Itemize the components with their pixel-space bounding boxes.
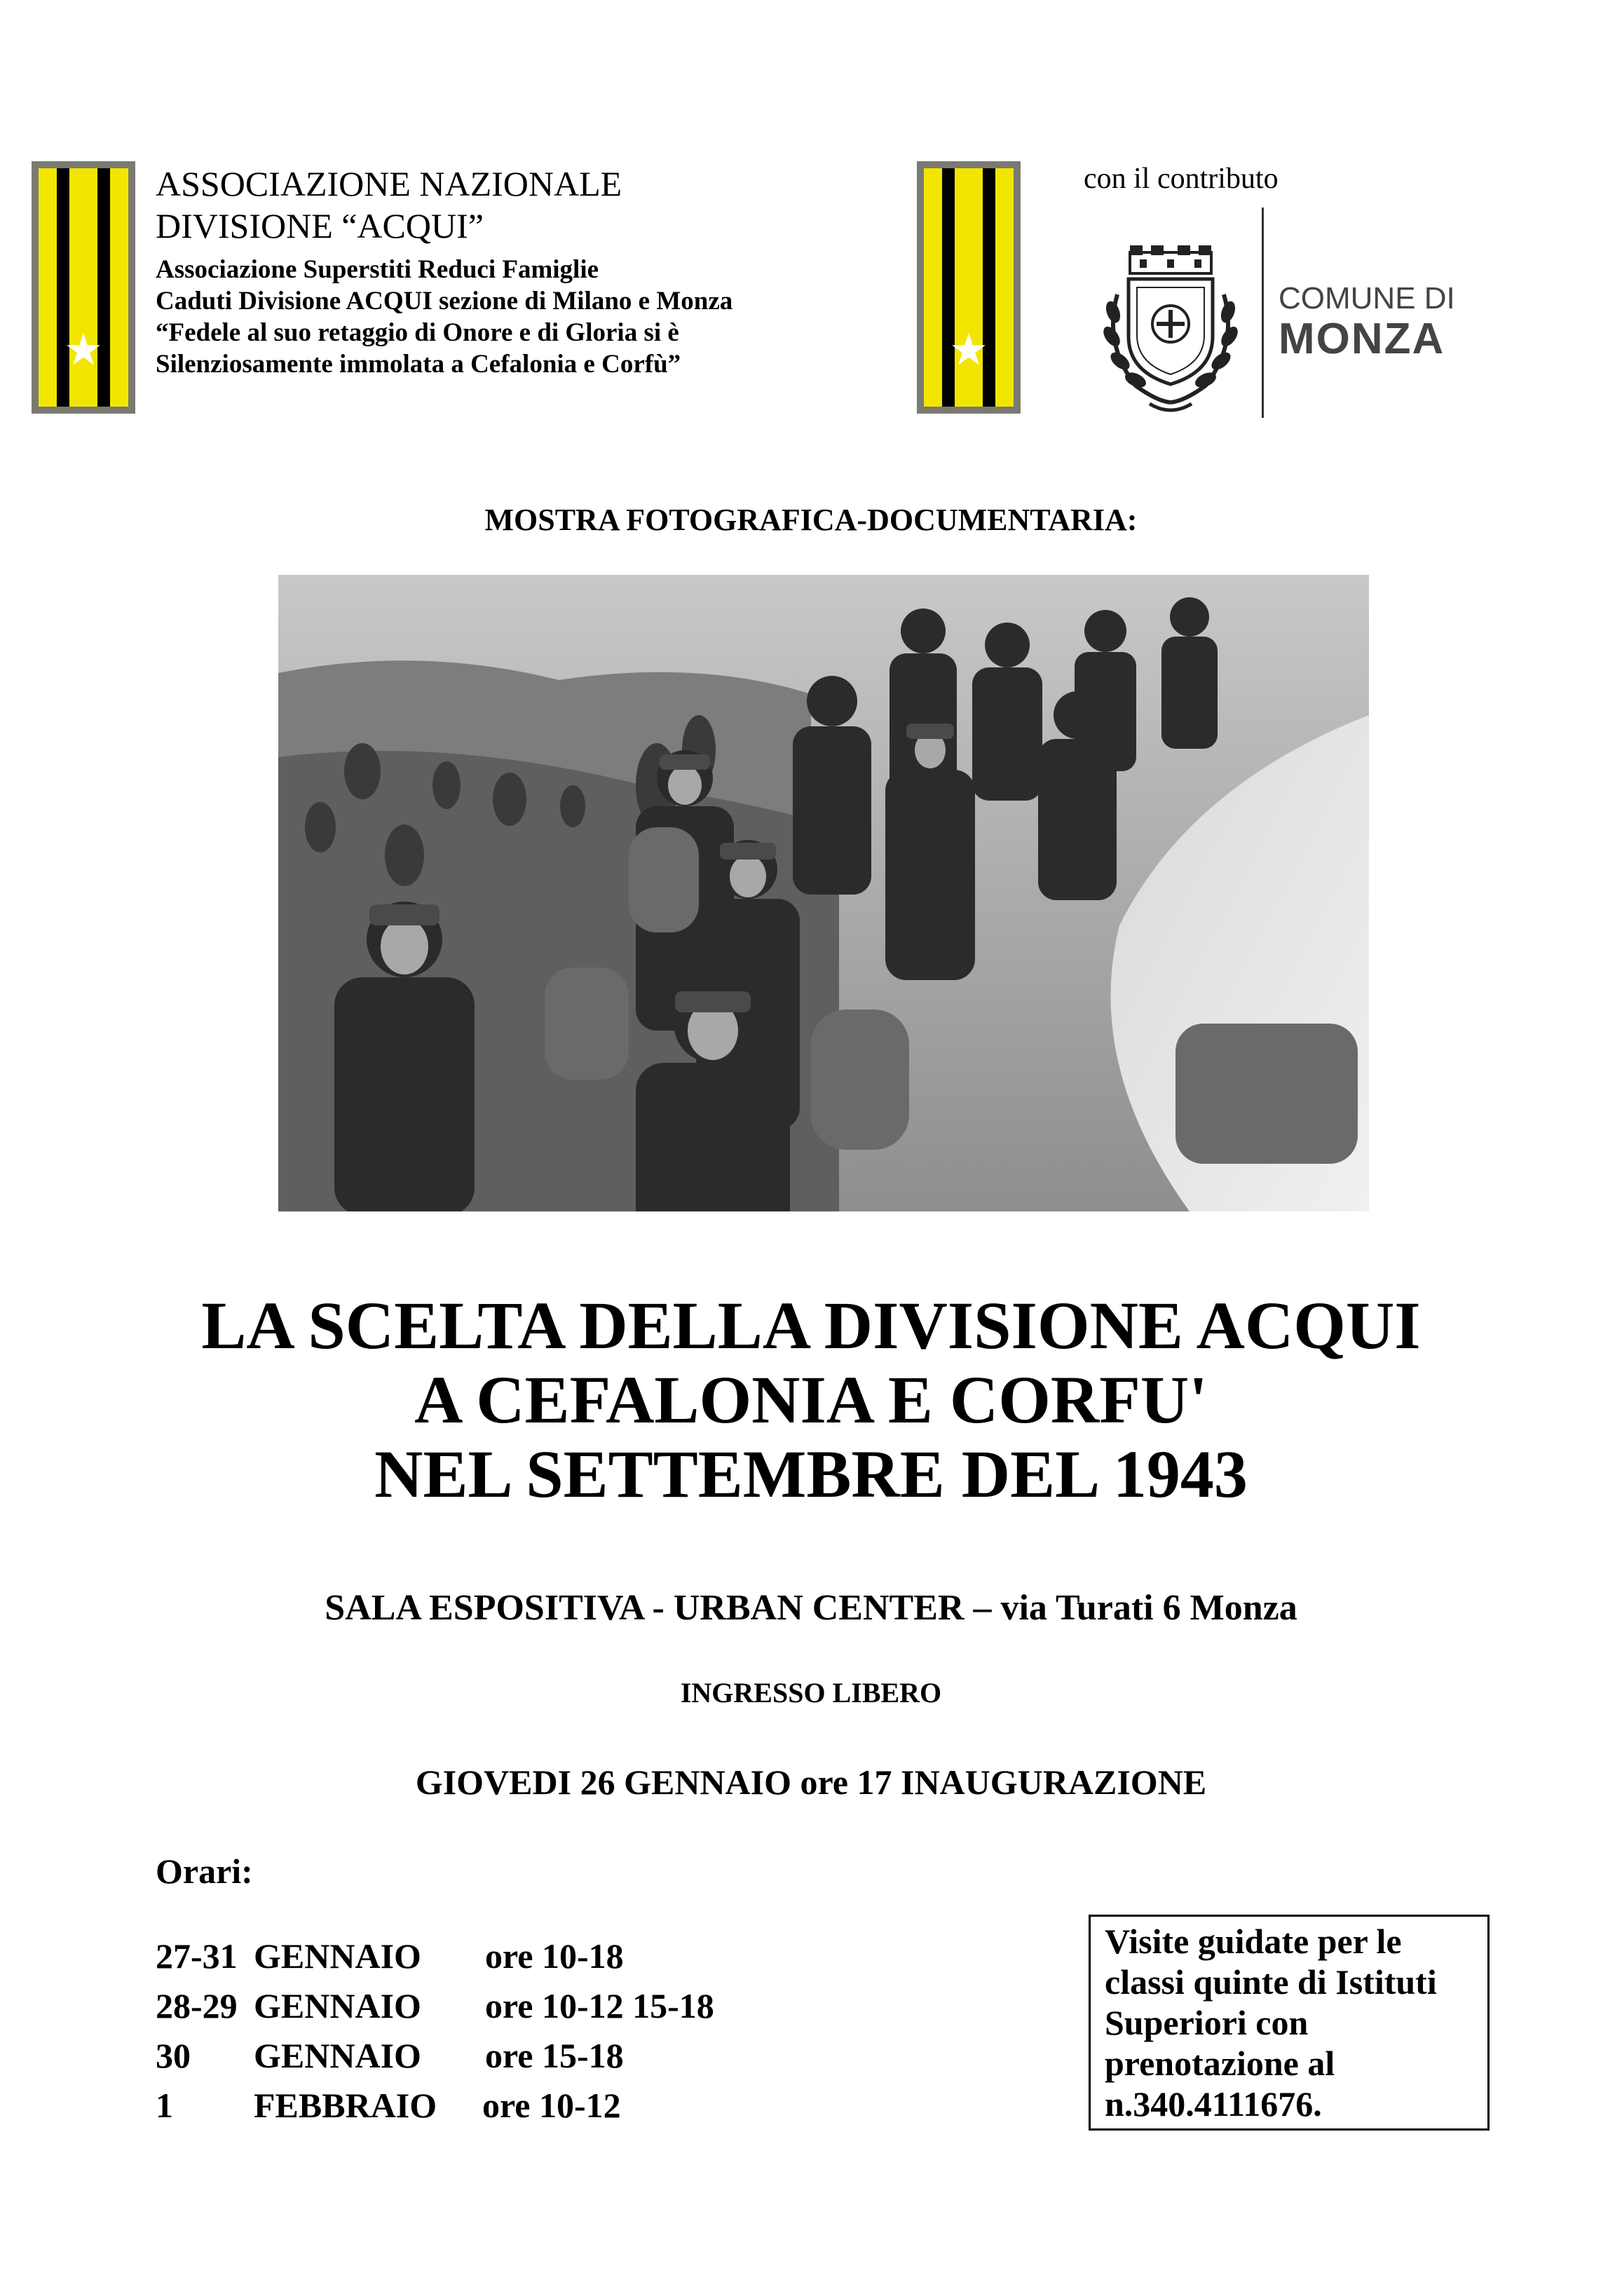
visits-line: classi quinte di Istituti <box>1105 1962 1437 2002</box>
comune-di-monza-logo <box>1279 280 1455 362</box>
schedule-days: 30 <box>156 2036 191 2075</box>
association-name-line2: DIVISIONE “ACQUI” <box>156 206 484 245</box>
visits-phone: n.340.4111676. <box>1105 2084 1322 2124</box>
soldiers-marching-photo <box>278 575 1369 1211</box>
division-insignia-left <box>32 161 135 414</box>
comune-label: COMUNE DI <box>1279 281 1455 315</box>
star-icon: ★ <box>949 324 988 375</box>
division-insignia-right <box>917 161 1021 414</box>
association-name <box>156 163 622 247</box>
logo-divider <box>1262 208 1264 418</box>
schedule-month: FEBBRAIO <box>254 2086 437 2125</box>
monza-coat-of-arms-icon <box>1093 245 1248 421</box>
title-line: NEL SETTEMBRE DEL 1943 <box>374 1436 1248 1512</box>
schedule-month: GENNAIO <box>254 2036 421 2075</box>
subtitle-line: Caduti Divisione ACQUI sezione di Milano e Monza <box>156 287 733 315</box>
schedule-hours: ore 10-12 15-18 <box>485 1986 714 2025</box>
exhibition-type-label: MOSTRA FOTOGRAFICA-DOCUMENTARIA: <box>484 503 1138 537</box>
venue-address: SALA ESPOSITIVA - URBAN CENTER – via Turati 6 Monza <box>325 1588 1297 1628</box>
motto-line: “Fedele al suo retaggio di Onore e di Gloria si è <box>156 318 679 347</box>
schedule-days: 28-29 <box>156 1986 238 2025</box>
schedule-days: 1 <box>156 2086 173 2125</box>
schedule-hours: ore 15-18 <box>485 2036 624 2075</box>
schedule-hours: ore 10-18 <box>485 1936 624 1976</box>
schedule-days: 27-31 <box>156 1936 238 1976</box>
free-entry-label: INGRESSO LIBERO <box>680 1677 942 1709</box>
motto-line: Silenziosamente immolata a Cefalonia e Corfù” <box>156 350 681 379</box>
visits-line: Visite guidate per le <box>1105 1922 1402 1961</box>
visits-line: prenotazione al <box>1105 2044 1335 2083</box>
schedule-hours: ore 10-12 <box>482 2086 621 2125</box>
guided-visits-box <box>1089 1915 1490 2131</box>
title-line: A CEFALONIA E CORFU' <box>414 1362 1208 1437</box>
subtitle-line: Associazione Superstiti Reduci Famiglie <box>156 255 599 284</box>
association-name-line1: ASSOCIAZIONE NAZIONALE <box>156 164 622 203</box>
association-subtitle <box>156 254 732 380</box>
visits-line: Superiori con <box>1105 2003 1309 2042</box>
contribution-label: con il contributo <box>1084 163 1279 195</box>
schedule-label: Orari: <box>156 1852 253 1891</box>
monza-label: MONZA <box>1279 315 1445 363</box>
schedule-month: GENNAIO <box>254 1986 421 2025</box>
star-icon: ★ <box>64 324 103 375</box>
exhibition-title <box>0 1289 1622 1512</box>
schedule-month: GENNAIO <box>254 1936 421 1976</box>
title-line: LA SCELTA DELLA DIVISIONE ACQUI <box>201 1288 1421 1363</box>
opening-date: GIOVEDI 26 GENNAIO ore 17 INAUGURAZIONE <box>415 1762 1207 1802</box>
